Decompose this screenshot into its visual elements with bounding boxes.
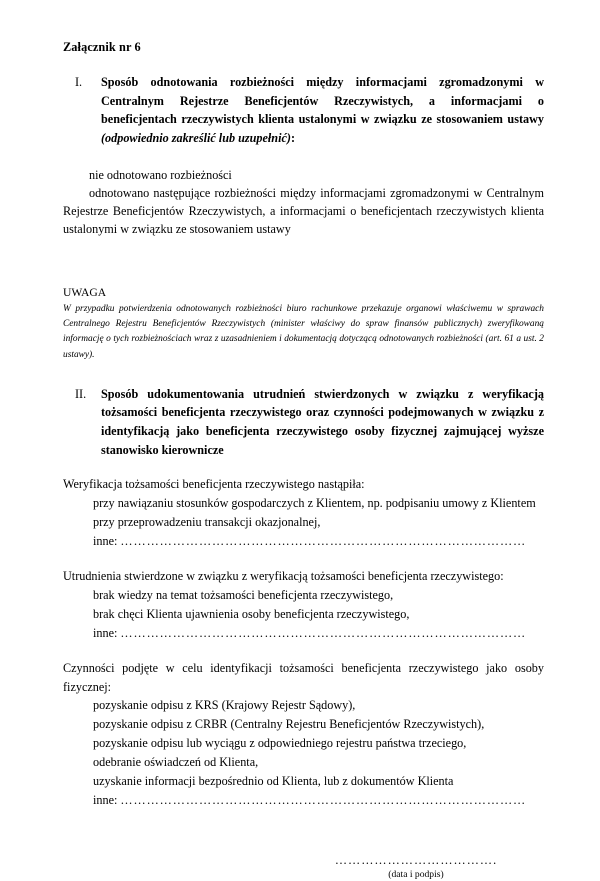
- section-i-numeral: I.: [75, 75, 83, 90]
- group-lead: Czynności podjęte w celu identyfikacji tożsamości beneficjenta rzeczywistego jako osoby fizycznej:: [63, 661, 544, 694]
- group-lead: Utrudnienia stwierdzone w związku z weryfikacją tożsamości beneficjenta rzeczywistego:: [63, 569, 504, 584]
- group-option[interactable]: przy nawiązaniu stosunków gospodarczych z Klientem, np. podpisaniu umowy z Klientem: [93, 496, 536, 511]
- group-option[interactable]: uzyskanie informacji bezpośrednio od Klienta, lub z dokumentów Klienta: [93, 774, 454, 789]
- group-option[interactable]: pozyskanie odpisu z CRBR (Centralny Rejestru Beneficjentów Rzeczywistych),: [93, 716, 485, 731]
- signature-label: (data i podpis): [388, 868, 444, 880]
- document-title: Załącznik nr 6: [63, 40, 141, 54]
- group-lead: Weryfikacja tożsamości beneficjenta rzeczywistego nastąpiła:: [63, 477, 365, 492]
- section-ii-numeral: II.: [75, 386, 87, 401]
- uwaga-note: W przypadku potwierdzenia odnotowanych rozbieżności biuro rachunkowe przekazuje organowi właściwemu w sprawach Centralnego Rejestru Beneficjentów Rzeczywistych (minister właściwy do spraw finansów publicznych) zweryfikowaną informację o tych rozbieżnościach wraz z uzasadnieniem i dokumentacją dotyczącą odnotowanych rozbieżności (art. 61 a ust. 2 ustawy).: [63, 303, 544, 360]
- group-other[interactable]: [63, 791, 544, 810]
- spacer: [63, 363, 544, 385]
- dotted-fill-line[interactable]: …………………………………………………………………………………: [120, 793, 527, 808]
- section-i-heading: [101, 73, 544, 147]
- group-other-label: inne:: [93, 534, 118, 549]
- spacer: [63, 463, 544, 475]
- group-option[interactable]: brak wiedzy na temat tożsamości beneficjenta rzeczywistego,: [93, 588, 394, 603]
- option-no-discrepancy[interactable]: nie odnotowano rozbieżności: [89, 167, 232, 182]
- section-i-heading-tail: :: [290, 131, 295, 145]
- section-i: [63, 73, 544, 147]
- group-option[interactable]: pozyskanie odpisu lub wyciągu z odpowiedniego rejestru państwa trzeciego,: [93, 735, 467, 750]
- section-ii: [63, 385, 544, 459]
- signature-block: [63, 854, 544, 881]
- group-option[interactable]: przy przeprowadzeniu transakcji okazjonalnej,: [93, 515, 321, 530]
- dotted-fill-line[interactable]: …………………………………………………………………………………: [120, 626, 527, 641]
- section-i-heading-italic: (odpowiednio zakreślić lub uzupełnić): [101, 131, 291, 145]
- section-i-heading-main: Sposób odnotowania rozbieżności między informacjami zgromadzonymi w Centralnym Rejestrze Beneficjentów Rzeczywistych, a informacjami o beneficjentach rzeczywistych klienta ustalonymi w związku ze stosowaniem ustawy: [101, 75, 544, 127]
- group-other-label: inne:: [93, 793, 118, 808]
- group-option[interactable]: brak chęci Klienta ujawnienia osoby beneficjenta rzeczywistego,: [93, 607, 410, 622]
- group-other[interactable]: [63, 532, 544, 551]
- signature-line[interactable]: ……………………………….: [334, 853, 498, 868]
- spacer: [63, 239, 544, 285]
- spacer: [63, 551, 544, 567]
- dotted-fill-line[interactable]: …………………………………………………………………………………: [120, 534, 527, 549]
- group-weryfikacja: [63, 475, 544, 551]
- group-czynnosci: [63, 659, 544, 810]
- group-utrudnienia: [63, 567, 544, 643]
- section-ii-heading: Sposób udokumentowania utrudnień stwierdzonych w związku z weryfikacją tożsamości beneficjenta rzeczywistego oraz czynności podejmowanych w związku z identyfikacją jako beneficjenta rzeczywistego osoby fizycznej zajmującej wyższe stanowisko kierownicze: [101, 386, 544, 457]
- option-discrepancy[interactable]: odnotowano następujące rozbieżności między informacjami zgromadzonymi w Centralnym Rejestrze Beneficjentów Rzeczywistych, a informacjami o beneficjentach rzeczywistych klienta ustalonymi w związku ze stosowaniem ustawy: [63, 185, 544, 237]
- group-option[interactable]: odebranie oświadczeń od Klienta,: [93, 755, 259, 770]
- group-option[interactable]: pozyskanie odpisu z KRS (Krajowy Rejestr Sądowy),: [93, 697, 356, 712]
- spacer: [63, 643, 544, 659]
- spacer: [63, 152, 544, 166]
- uwaga-heading: UWAGA: [63, 285, 107, 299]
- group-other-label: inne:: [93, 626, 118, 641]
- group-other[interactable]: [63, 624, 544, 643]
